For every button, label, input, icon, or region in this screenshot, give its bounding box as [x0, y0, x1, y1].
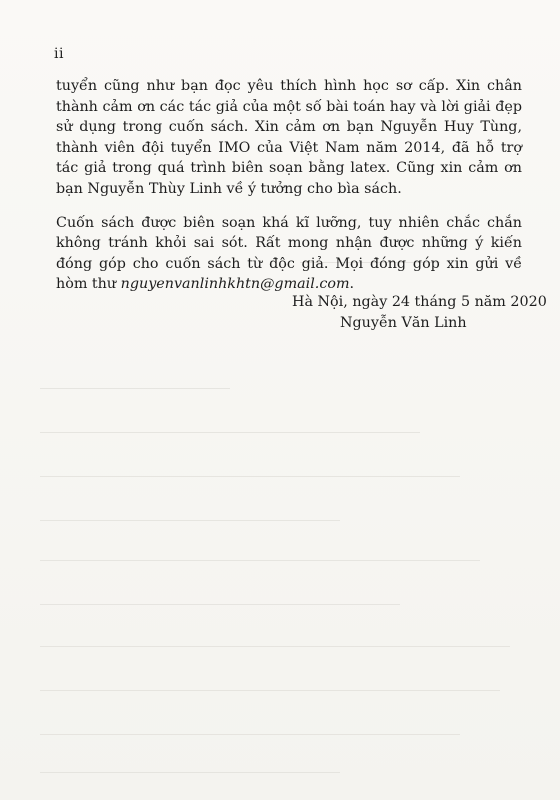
- paragraph-acknowledgements: [56, 76, 522, 200]
- contact-email: nguyenvanlinhkhtn@gmail.com: [120, 276, 350, 293]
- text-line: tuyển cũng như bạn đọc yêu thích hình học sơ cấp. Xin chân thành cảm ơn: [56, 78, 522, 115]
- text-line: .: [349, 276, 355, 293]
- text-line: sai sót. Rất mong nhận được những ý kiến đóng góp cho cuốn sách từ độc giả.: [56, 235, 522, 272]
- body-text: [56, 76, 522, 295]
- bleed-through-line: [40, 734, 460, 735]
- text-line: Mọi đóng góp xin gửi về hòm thư: [56, 255, 522, 293]
- bleed-through-line: [40, 520, 340, 521]
- bleed-through-line: [40, 560, 480, 561]
- signature-block: [292, 292, 547, 333]
- bleed-through-line: [40, 690, 500, 691]
- signature-author: Nguyễn Văn Linh: [340, 314, 467, 331]
- bleed-through-line: [40, 476, 460, 477]
- text-line: cảm ơn bạn Nguyễn Thùy Linh về ý tưởng cho bìa sách.: [56, 160, 522, 197]
- text-line: các tác giả của một số bài toán hay và lời giải đẹp sử dụng trong cuốn sách.: [56, 98, 522, 136]
- paragraph-feedback: [56, 213, 522, 295]
- bleed-through-line: [40, 604, 400, 605]
- text-line: Xin cảm ơn bạn Nguyễn Huy Tùng, thành viên đội tuyển IMO của Việt Nam: [56, 119, 522, 156]
- bleed-through-line: [40, 388, 230, 389]
- bleed-through-line: [40, 772, 340, 773]
- text-line: năm 2014, đã hỗ trợ tác giả trong quá trình biên soạn bằng latex. Cũng xin: [56, 139, 522, 177]
- text-line: Cuốn sách được biên soạn khá kĩ lưỡng, tuy nhiên chắc chắn không tránh khỏi: [56, 214, 522, 252]
- signature-date: Hà Nội, ngày 24 tháng 5 năm 2020: [292, 294, 547, 310]
- page-number: ii: [54, 46, 64, 62]
- bleed-through-line: [40, 646, 510, 647]
- bleed-through-line: [40, 432, 420, 433]
